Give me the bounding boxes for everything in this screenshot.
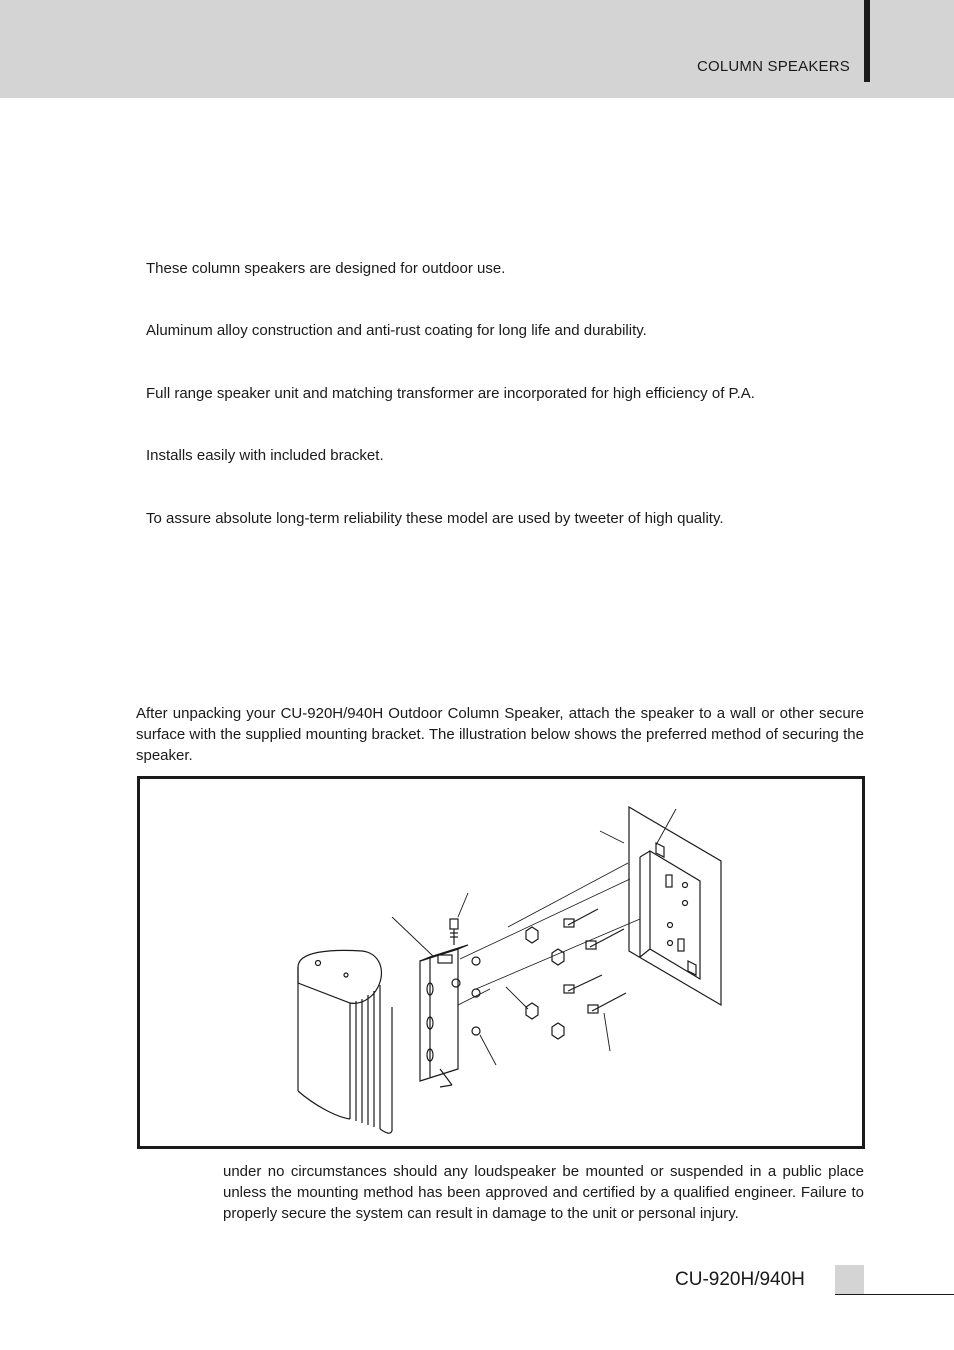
- guide-lines: [458, 863, 640, 1005]
- model-name: CU-920H/940H: [675, 1269, 805, 1290]
- installation-intro: After unpacking your CU-920H/940H Outdoor Column Speaker, attach the speaker to a wall or other secure surface with the supplied mounting bracket. The illustration below shows the preferred method of securing the speaker.: [136, 705, 864, 764]
- footer-rule: [835, 1294, 954, 1295]
- feature-item: Installs easily with included bracket.: [146, 447, 384, 464]
- feature-item: Aluminum alloy construction and anti-rust coating for long life and durability.: [146, 322, 647, 339]
- safety-warning: under no circumstances should any loudspeaker be mounted or suspended in a public place unless the mounting method has been approved and certified by a qualified engineer. Failure to properly secure the system can result in damage to the unit or personal injury.: [223, 1163, 864, 1222]
- feature-item: These column speakers are designed for outdoor use.: [146, 260, 506, 277]
- top-screw: [450, 919, 458, 945]
- wall-panel: [629, 807, 721, 1005]
- leader-lines: [392, 809, 676, 1065]
- header-band: [0, 0, 954, 98]
- anchor-bolts: [564, 909, 626, 1013]
- feature-item: Full range speaker unit and matching transformer are incorporated for high efficiency of P.A.: [146, 385, 755, 402]
- header-accent-bar: [864, 0, 870, 82]
- mounting-diagram-svg: [140, 779, 862, 1146]
- hex-nuts: [526, 927, 564, 1039]
- installation-illustration: [137, 776, 865, 1149]
- wall-bracket: [640, 843, 700, 979]
- section-label: COLUMN SPEAKERS: [696, 58, 850, 75]
- speaker-bracket: [420, 945, 468, 1087]
- feature-item: To assure absolute long-term reliability these model are used by tweeter of high quality.: [146, 510, 724, 527]
- page-number-box: [835, 1265, 864, 1295]
- speaker-body: [298, 950, 392, 1133]
